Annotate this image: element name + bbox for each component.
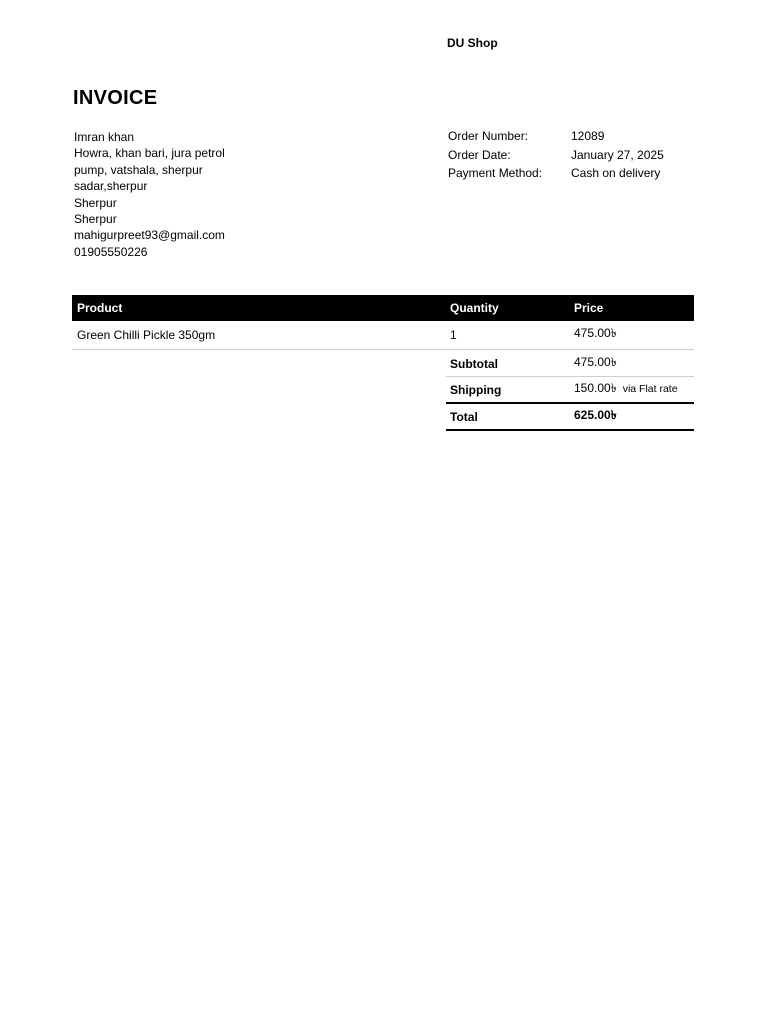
price-column-header: Price: [570, 295, 694, 321]
payment-method-label: Payment Method:: [448, 166, 543, 180]
order-details: [448, 129, 664, 185]
shipping-label: Shipping: [446, 377, 570, 404]
shipping-method: via Flat rate: [622, 382, 678, 395]
order-date-value: January 27, 2025: [571, 147, 664, 162]
table-row: [72, 321, 694, 350]
billing-email: mahigurpreet93@gmail.com: [74, 228, 225, 243]
payment-method-row: [448, 166, 664, 185]
billing-address: [74, 129, 244, 260]
total-label: Total: [446, 403, 570, 430]
total-value: 625.00৳: [570, 403, 694, 430]
order-date-label: Order Date:: [448, 147, 511, 162]
subtotal-label: Subtotal: [446, 351, 570, 377]
billing-city: Sherpur: [74, 195, 117, 210]
billing-phone: 01905550226: [74, 244, 148, 259]
payment-method-value: Cash on delivery: [571, 166, 661, 180]
subtotal-value: 475.00৳: [570, 351, 694, 377]
invoice-title: INVOICE: [73, 87, 158, 109]
subtotal-row: [446, 351, 694, 377]
total-row: [446, 403, 694, 430]
order-date-row: [448, 148, 664, 167]
shipping-value: 150.00৳: [574, 380, 617, 395]
billing-address-line: Howra, khan bari, jura petrol pump, vatshala, sherpur sadar,sherpur: [74, 146, 225, 194]
quantity-column-header: Quantity: [446, 295, 570, 321]
shipping-cell: [570, 377, 694, 404]
product-name-cell: Green Chilli Pickle 350gm: [72, 321, 446, 350]
billing-name: Imran khan: [74, 130, 135, 144]
billing-state: Sherpur: [74, 212, 117, 227]
order-number-row: [448, 129, 664, 148]
items-header-row: [72, 295, 694, 321]
shipping-row: [446, 377, 694, 404]
product-column-header: Product: [72, 295, 446, 321]
quantity-cell: 1: [446, 321, 570, 350]
order-items-table: [72, 295, 694, 350]
order-totals: [446, 351, 694, 431]
shop-name: DU Shop: [447, 36, 498, 50]
order-number-label: Order Number:: [448, 129, 529, 143]
price-cell: 475.00৳: [570, 321, 694, 350]
order-number-value: 12089: [571, 129, 605, 143]
